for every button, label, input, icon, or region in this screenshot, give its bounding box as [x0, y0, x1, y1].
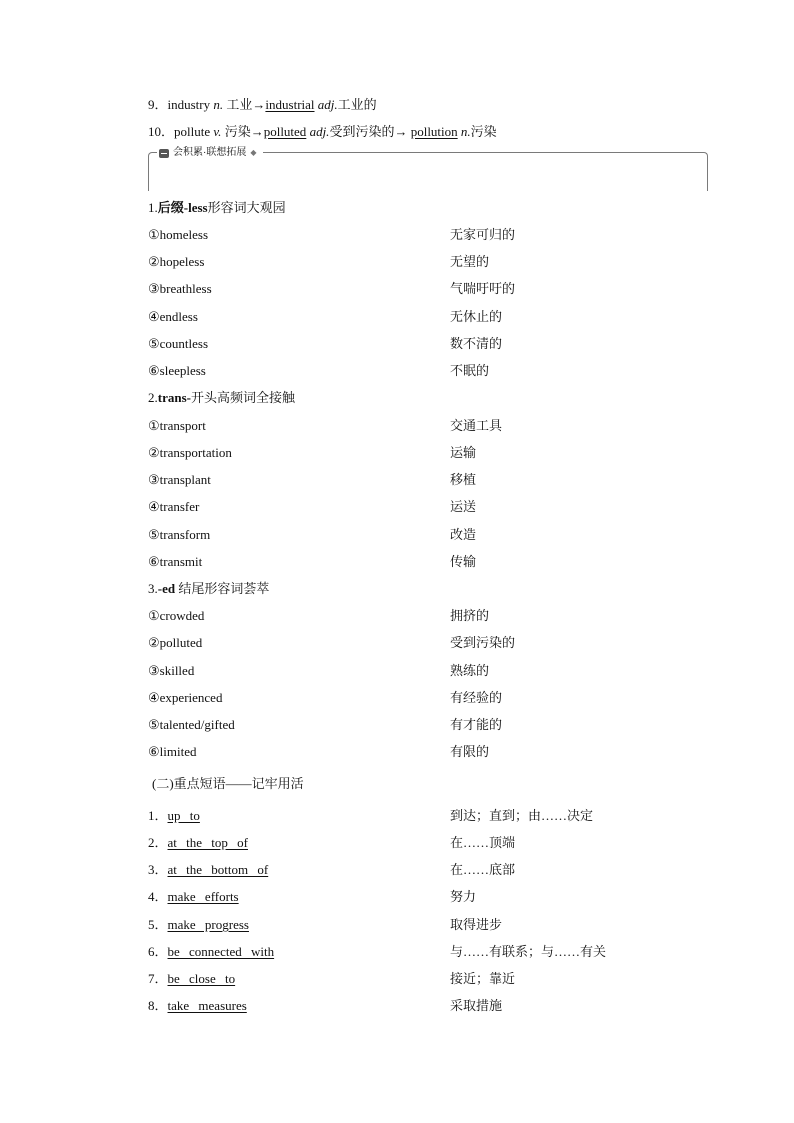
phrase-number: 3．: [148, 862, 168, 877]
phrase-number: 1．: [148, 808, 168, 823]
phrase-item: [148, 862, 268, 878]
phrase-en: be connected with: [167, 944, 275, 959]
vocab-line-9: [148, 97, 377, 113]
phrase-item: [148, 835, 248, 851]
section-heading-text: 形容词大观园: [207, 200, 286, 215]
word-cn: 传输: [450, 554, 477, 569]
word-cn: 有才能的: [450, 717, 503, 732]
word-en: ②polluted: [148, 635, 203, 650]
phrase-number: 7．: [148, 971, 168, 986]
vocab-line-10: [148, 124, 497, 140]
word-cn: 无望的: [450, 254, 490, 269]
vocab-derivative: polluted: [263, 124, 307, 139]
word-en: ①crowded: [148, 608, 205, 623]
phrase-item: [148, 971, 235, 987]
word-cn: 熟练的: [450, 663, 490, 678]
word-en: ③skilled: [148, 663, 195, 678]
section-number: 1.: [148, 200, 158, 215]
phrase-number: 2．: [148, 835, 168, 850]
phrase-number: 6．: [148, 944, 168, 959]
box-title-text: 会积累·联想拓展: [173, 147, 247, 158]
phrase-item: [148, 998, 247, 1014]
word-en: ③breathless: [148, 281, 212, 296]
word-cn: 无休止的: [450, 309, 503, 324]
section-number: 3.: [148, 581, 158, 596]
word-en: ⑤transform: [148, 527, 211, 542]
word-en: ①transport: [148, 418, 206, 433]
word-cn: 有限的: [450, 744, 490, 759]
word-en: ②hopeless: [148, 254, 205, 269]
word-en: ④transfer: [148, 499, 200, 514]
phrase-item: [148, 917, 249, 933]
word-en: ⑤talented/gifted: [148, 717, 235, 732]
phrase-en: be close to: [167, 971, 236, 986]
phrase-item: [148, 808, 200, 824]
word-cn: 拥挤的: [450, 608, 490, 623]
word-en: ⑥sleepless: [148, 363, 206, 378]
vocab-number: 10．: [148, 124, 175, 139]
vocab-meaning: 工业→: [226, 97, 266, 112]
vocab-pos: n.: [213, 97, 224, 112]
word-en: ④endless: [148, 309, 198, 324]
phrase-en: up to: [167, 808, 200, 823]
phrase-cn: 在……底部: [450, 862, 516, 877]
word-cn: 有经验的: [450, 690, 503, 705]
section-title-2: [148, 390, 295, 406]
word-cn: 数不清的: [450, 336, 503, 351]
phrase-item: [148, 889, 239, 905]
phrase-en: make efforts: [167, 889, 239, 904]
section-number: 2.: [148, 390, 158, 405]
phrase-cn: 取得进步: [450, 917, 503, 932]
phrase-item: [148, 944, 274, 960]
phrases-heading: (二)重点短语——记牢用活: [152, 776, 304, 791]
phrase-cn: 接近；靠近: [450, 971, 516, 986]
vocab-meaning: 污染→: [224, 124, 264, 139]
word-en: ⑥transmit: [148, 554, 203, 569]
vocab-pos: v.: [213, 124, 222, 139]
accumulation-box-title: [157, 146, 263, 160]
vocab-word: industry: [167, 97, 211, 112]
vocab-derivative-pos: adj.: [309, 124, 330, 139]
word-cn: 运输: [450, 445, 477, 460]
phrase-cn: 到达；直到；由……决定: [450, 808, 594, 823]
word-en: ④experienced: [148, 690, 223, 705]
vocab-word: pollute: [174, 124, 211, 139]
word-cn: 交通工具: [450, 418, 503, 433]
vocab-derivative: industrial: [265, 97, 315, 112]
vocab-derivative-meaning: 工业的: [337, 97, 377, 112]
vocab-derivative-meaning: 受到污染的→: [329, 124, 408, 139]
phrase-cn: 在……顶端: [450, 835, 516, 850]
book-icon: [159, 149, 169, 158]
vocab-derivative-pos: adj.: [317, 97, 338, 112]
word-en: ①homeless: [148, 227, 209, 242]
word-en: ⑤countless: [148, 336, 209, 351]
word-en: ⑥limited: [148, 744, 197, 759]
word-cn: 气喘吁吁的: [450, 281, 516, 296]
word-cn: 无家可归的: [450, 227, 516, 242]
vocab-derivative-2-pos: n.: [460, 124, 471, 139]
phrase-cn: 与……有联系；与……有关: [450, 944, 607, 959]
phrase-number: 8．: [148, 998, 168, 1013]
section-keyword: trans-: [157, 390, 191, 405]
section-title-1: [148, 200, 286, 216]
section-keyword: 后缀-less: [157, 200, 208, 215]
diamond-icon: ◆: [250, 148, 257, 157]
word-cn: 改造: [450, 527, 477, 542]
word-cn: 受到污染的: [450, 635, 516, 650]
phrase-number: 4．: [148, 889, 168, 904]
section-keyword: -ed: [157, 581, 176, 596]
section-heading-text: 结尾形容词荟萃: [175, 581, 270, 596]
section-heading-text: 开头高频词全接触: [190, 390, 295, 405]
word-cn: 运送: [450, 499, 477, 514]
word-cn: 不眠的: [450, 363, 490, 378]
section-title-3: [148, 581, 269, 597]
word-cn: 移植: [450, 472, 477, 487]
vocab-derivative-2-meaning: 污染: [470, 124, 497, 139]
phrase-en: take measures: [167, 998, 247, 1013]
phrase-en: at the bottom of: [167, 862, 269, 877]
phrase-cn: 努力: [450, 889, 477, 904]
phrase-number: 5．: [148, 917, 168, 932]
phrase-en: make progress: [167, 917, 249, 932]
vocab-number: 9．: [148, 97, 168, 112]
phrase-cn: 采取措施: [450, 998, 503, 1013]
word-en: ③transplant: [148, 472, 211, 487]
word-en: ②transportation: [148, 445, 232, 460]
vocab-derivative-2: pollution: [410, 124, 458, 139]
phrase-en: at the top of: [167, 835, 248, 850]
